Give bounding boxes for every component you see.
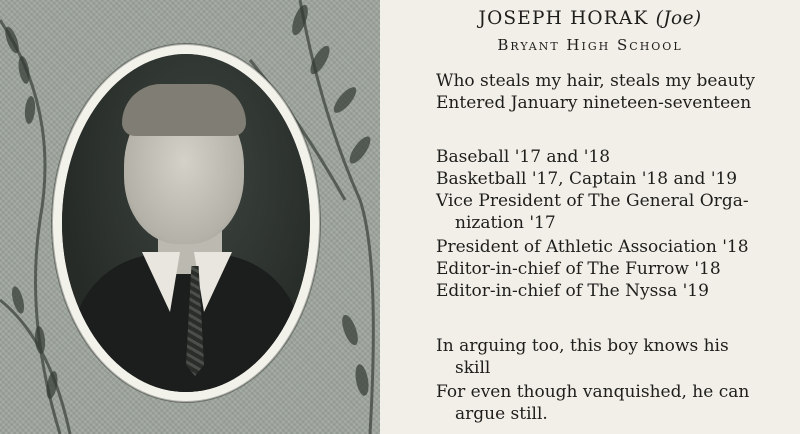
- student-name: JOSEPH HORAK: [478, 8, 649, 29]
- verse-line: For even though vanquished, he can: [436, 382, 750, 402]
- quote-line: Who steals my hair, steals my beauty: [436, 71, 755, 91]
- portrait-photo: [62, 54, 310, 392]
- activity-item: President of Athletic Association '18: [436, 237, 749, 257]
- verse-line: In arguing too, this boy knows his: [436, 336, 729, 356]
- collar-left: [142, 252, 180, 312]
- student-name-heading: [380, 8, 800, 29]
- school-name: Bryant High School: [497, 36, 683, 54]
- activity-item: Vice President of The General Orga-: [436, 191, 749, 211]
- activity-item-continued: nization '17: [455, 213, 556, 233]
- student-nickname: (Joe): [655, 8, 702, 29]
- hair: [122, 84, 246, 136]
- verse-line-continued: argue still.: [455, 404, 548, 424]
- entered-line: Entered January nineteen-seventeen: [436, 93, 752, 113]
- activity-item: Editor-in-chief of The Furrow '18: [436, 259, 721, 279]
- verse-line-continued: skill: [455, 358, 491, 378]
- activity-item: Editor-in-chief of The Nyssa '19: [436, 281, 709, 301]
- text-column: [380, 0, 800, 434]
- portrait-panel: [0, 0, 380, 434]
- activity-item: Baseball '17 and '18: [436, 147, 611, 167]
- activity-item: Basketball '17, Captain '18 and '19: [436, 169, 738, 189]
- jacket: [72, 254, 302, 392]
